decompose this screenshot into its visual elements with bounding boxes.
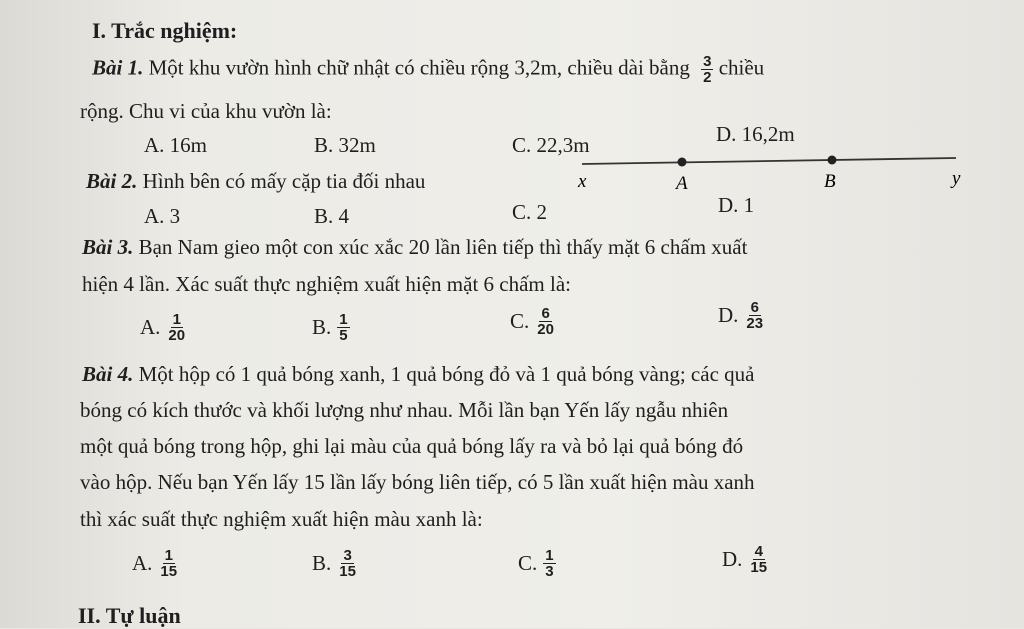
- bai3-b-num: 1: [339, 311, 348, 328]
- bai2-label: Bài 2.: [86, 169, 138, 193]
- bai3-option-d: [718, 300, 765, 331]
- bai3-a-den: 20: [168, 327, 186, 344]
- bai1-option-b: B. 32m: [314, 133, 376, 157]
- bai1-text-end: chiều: [718, 55, 765, 80]
- bai3-option-a-letter: A.: [140, 315, 161, 339]
- label-x: x: [578, 171, 587, 192]
- bai4-a-den: 15: [160, 563, 178, 580]
- bai4-option-b: [312, 548, 358, 579]
- bai4-option-d-letter: D.: [722, 547, 743, 571]
- bai4-c-den: 3: [545, 563, 554, 580]
- bai2-option-b: B. 4: [314, 204, 350, 228]
- bai3-d-den: 23: [746, 315, 764, 332]
- bai4-b-num: 3: [343, 547, 352, 564]
- bai3-option-d-letter: D.: [718, 303, 739, 327]
- point-b: [828, 156, 837, 165]
- bai2-line1: [86, 169, 425, 194]
- bai4-d-num: 4: [754, 543, 763, 560]
- bai4-text: Một hộp có 1 quả bóng xanh, 1 quả bóng đỏ và 1 quả bóng vàng; các quả: [138, 362, 755, 386]
- line-xy: [582, 158, 956, 164]
- label-a: A: [676, 173, 688, 194]
- bai4-line4: vào hộp. Nếu bạn Yến lấy 15 lần lấy bóng liên tiếp, có 5 lần xuất hiện màu xanh: [80, 470, 755, 494]
- bai4-a-num: 1: [164, 547, 173, 564]
- bai3-option-c-letter: C.: [510, 309, 530, 333]
- bai3-label: Bài 3.: [82, 235, 134, 259]
- bai4-option-a: [132, 548, 179, 579]
- bai1-option-a: A. 16m: [144, 133, 207, 157]
- bai1-option-c: C. 22,3m: [512, 133, 590, 157]
- bai4-line3: một quả bóng trong hộp, ghi lại màu của quả bóng lấy ra và bỏ lại quả bóng đó: [80, 434, 744, 458]
- bai4-line2: bóng có kích thước và khối lượng như nhau. Mỗi lần bạn Yến lấy ngẫu nhiên: [80, 398, 729, 422]
- section-title-essay: II. Tự luận: [78, 603, 181, 628]
- bai4-option-b-letter: B.: [312, 551, 332, 575]
- bai1-frac-den: 2: [703, 69, 712, 86]
- bai3-c-den: 20: [537, 321, 554, 338]
- point-a: [678, 158, 687, 167]
- bai1-label: Bài 1.: [92, 55, 144, 80]
- bai3-line2: hiện 4 lần. Xác suất thực nghiệm xuất hiện mặt 6 chấm là:: [82, 272, 571, 296]
- bai4-line5: thì xác suất thực nghiệm xuất hiện màu xanh là:: [80, 507, 483, 531]
- bai4-d-den: 15: [750, 559, 768, 576]
- label-b: B: [824, 171, 836, 192]
- bai2-option-d: D. 1: [718, 193, 755, 217]
- bai3-option-b: [312, 312, 350, 343]
- bai3-b-den: 5: [339, 327, 348, 344]
- bai4-c-num: 1: [545, 547, 554, 564]
- bai3-option-c: [510, 306, 556, 337]
- ray-figure: [560, 150, 970, 195]
- bai1-line1: [92, 54, 764, 85]
- bai2-text: Hình bên có mấy cặp tia đối nhau: [142, 169, 426, 193]
- bai1-text: Một khu vườn hình chữ nhật có chiều rộng 3,2m, chiều dài bằng: [148, 55, 690, 80]
- bai4-option-c-letter: C.: [518, 551, 538, 575]
- bai3-a-num: 1: [172, 311, 181, 328]
- bai1-fraction: [701, 54, 713, 85]
- bai1-option-d: D. 16,2m: [716, 122, 795, 146]
- bai2-option-c: C. 2: [512, 200, 548, 224]
- label-y: y: [952, 168, 961, 189]
- bai1-frac-num: 3: [703, 53, 712, 70]
- bai2-option-a: A. 3: [144, 204, 181, 228]
- bai3-text: Bạn Nam gieo một con xúc xắc 20 lần liên tiếp thì thấy mặt 6 chấm xuất: [138, 235, 748, 259]
- section-title-multiple-choice: I. Trắc nghiệm:: [92, 18, 238, 43]
- bai4-option-c: [518, 548, 556, 579]
- bai3-line1: [82, 235, 747, 260]
- bai3-option-b-letter: B.: [312, 315, 332, 339]
- bai4-line1: [82, 362, 754, 387]
- bai1-line2: rộng. Chu vi của khu vườn là:: [80, 99, 332, 123]
- bai4-b-den: 15: [339, 563, 356, 580]
- bai4-label: Bài 4.: [82, 362, 134, 386]
- bai4-option-d: [722, 544, 769, 575]
- bai3-c-num: 6: [541, 305, 550, 322]
- bai4-option-a-letter: A.: [132, 551, 153, 575]
- bai3-option-a: [140, 312, 187, 343]
- bai3-d-num: 6: [750, 299, 759, 316]
